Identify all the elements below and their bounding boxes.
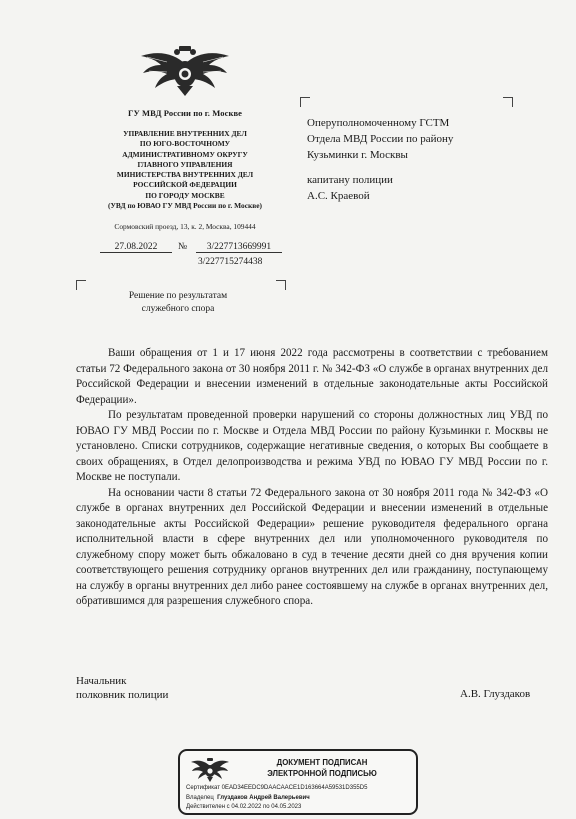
document-subject: [88, 290, 268, 316]
stamp-certificate-row: [186, 784, 418, 794]
stamp-validity-row: [186, 803, 418, 813]
org-line: ПО ГОРОДУ МОСКВЕ: [145, 190, 225, 200]
registration-date: 27.08.2022: [100, 242, 172, 253]
org-line: МИНИСТЕРСТВА ВНУТРЕННИХ ДЕЛ: [116, 170, 254, 180]
stamp-certificate-value: 0EAD34EEDC9DAACAACE1D163664A59531D355D5: [221, 785, 368, 791]
org-address: Сормовский проезд, 13, к. 2, Москва, 109444: [114, 222, 256, 231]
subject-line: служебного спора: [141, 304, 215, 314]
signer-title: [76, 674, 168, 702]
mvd-emblem-small-icon: [190, 756, 230, 782]
org-line: РОССИЙСКОЙ ФЕДЕРАЦИИ: [133, 180, 237, 190]
signer-name: А.В. Глуздаков: [460, 688, 531, 700]
subject-line: Решение по результатам: [128, 291, 228, 301]
registration-number-label: №: [178, 242, 188, 252]
stamp-title: [232, 757, 412, 779]
org-full-name: [80, 129, 290, 211]
mvd-emblem-icon: [137, 44, 233, 98]
signer-rank: полковник полиции: [76, 689, 169, 701]
stamp-owner-value: Глуздаков Андрей Валерьевич: [217, 794, 310, 801]
org-line: ПО ЮГО-ВОСТОЧНОМУ: [139, 139, 231, 149]
org-line: УПРАВЛЕНИЕ ВНУТРЕННИХ ДЕЛ: [123, 129, 247, 138]
org-main-title: ГУ МВД России по г. Москве: [127, 108, 243, 118]
addressee-line: Оперуполномоченному ГСТМ: [307, 117, 450, 129]
org-line: АДМИНИСТРАТИВНОМУ ОКРУГУ: [122, 149, 248, 159]
addressee-name: А.С. Краевой: [307, 190, 370, 202]
signer-position: Начальник: [76, 675, 127, 687]
body-paragraph: По результатам проведенной проверки нарушений со стороны должностных лиц УВД по ЮВАО ГУ МВД России по г. Москве и Отдела МВД России по району Кузьминки г. Москвы не установлено. Списки сотрудников, содержащие негативные сведения, о которых Вы сообщаете в своих обращениях, в Отдел делопроизводства и режима УВД по ЮВАО ГУ МВД России по г. Москве не поступали.: [76, 409, 548, 483]
addressee-bracket-left: [300, 97, 310, 107]
body-paragraph: Ваши обращения от 1 и 17 июня 2022 года рассмотрены в соответствии с требованием статьи 72 Федерального закона от 30 ноября 2011 г. № 342-ФЗ «О службе в органах внутренних дел Российской Федерации и внесении изменений в отдельные законодательные акты Российской Федерации».: [76, 347, 548, 406]
addressee-block: [307, 115, 453, 204]
addressee-rank: [307, 172, 453, 204]
stamp-title-line: ДОКУМЕНТ ПОДПИСАН: [276, 758, 368, 767]
stamp-details: [186, 784, 418, 813]
org-line: ГЛАВНОГО УПРАВЛЕНИЯ: [137, 159, 233, 169]
subject-bracket-left: [76, 280, 86, 290]
stamp-certificate-label: Сертификат: [186, 785, 220, 791]
stamp-title-line: ЭЛЕКТРОННОЙ ПОДПИСЬЮ: [267, 769, 377, 778]
stamp-owner-label: Владелец: [186, 794, 214, 801]
registration-number: 3/227713669991: [196, 242, 282, 253]
stamp-owner-row: [186, 794, 418, 804]
addressee-line: Отдела МВД России по району: [307, 133, 454, 145]
subject-bracket-right: [276, 280, 286, 290]
org-line: (УВД по ЮВАО ГУ МВД России по г. Москве): [108, 201, 262, 211]
body-paragraph: На основании части 8 статьи 72 Федерального закона от 30 ноября 2011 года № 342-ФЗ «О службе в органах внутренних дел Российской Федерации и внесении изменений в отдельные законодательные акты Российской Федерации» решение руководителя федерального органа исполнительной власти в сфере внутренних дел или уполномоченного руководителя по служебному спору может быть обжаловано в суд в течение десяти дней со дня вручения копии соответствующего решения сотруднику органов внутренних дел или гражданину, поступающему на службу в органы внутренних дел либо ранее состоявшему на службе в органах внутренних дел, обратившимся для разрешения служебного спора.: [76, 486, 548, 607]
addressee-bracket-right: [503, 97, 513, 107]
electronic-signature-stamp: [178, 749, 418, 815]
stamp-validity-label: Действителен с: [186, 804, 230, 810]
stamp-validity-value: 04.02.2022 по 04.05.2023: [231, 804, 302, 810]
addressee-rank-line: капитану полиции: [307, 174, 393, 186]
addressee-line: Кузьминки г. Москвы: [307, 149, 408, 161]
registration-number-secondary: 3/227715274438: [198, 257, 263, 267]
document-body: [76, 346, 548, 610]
